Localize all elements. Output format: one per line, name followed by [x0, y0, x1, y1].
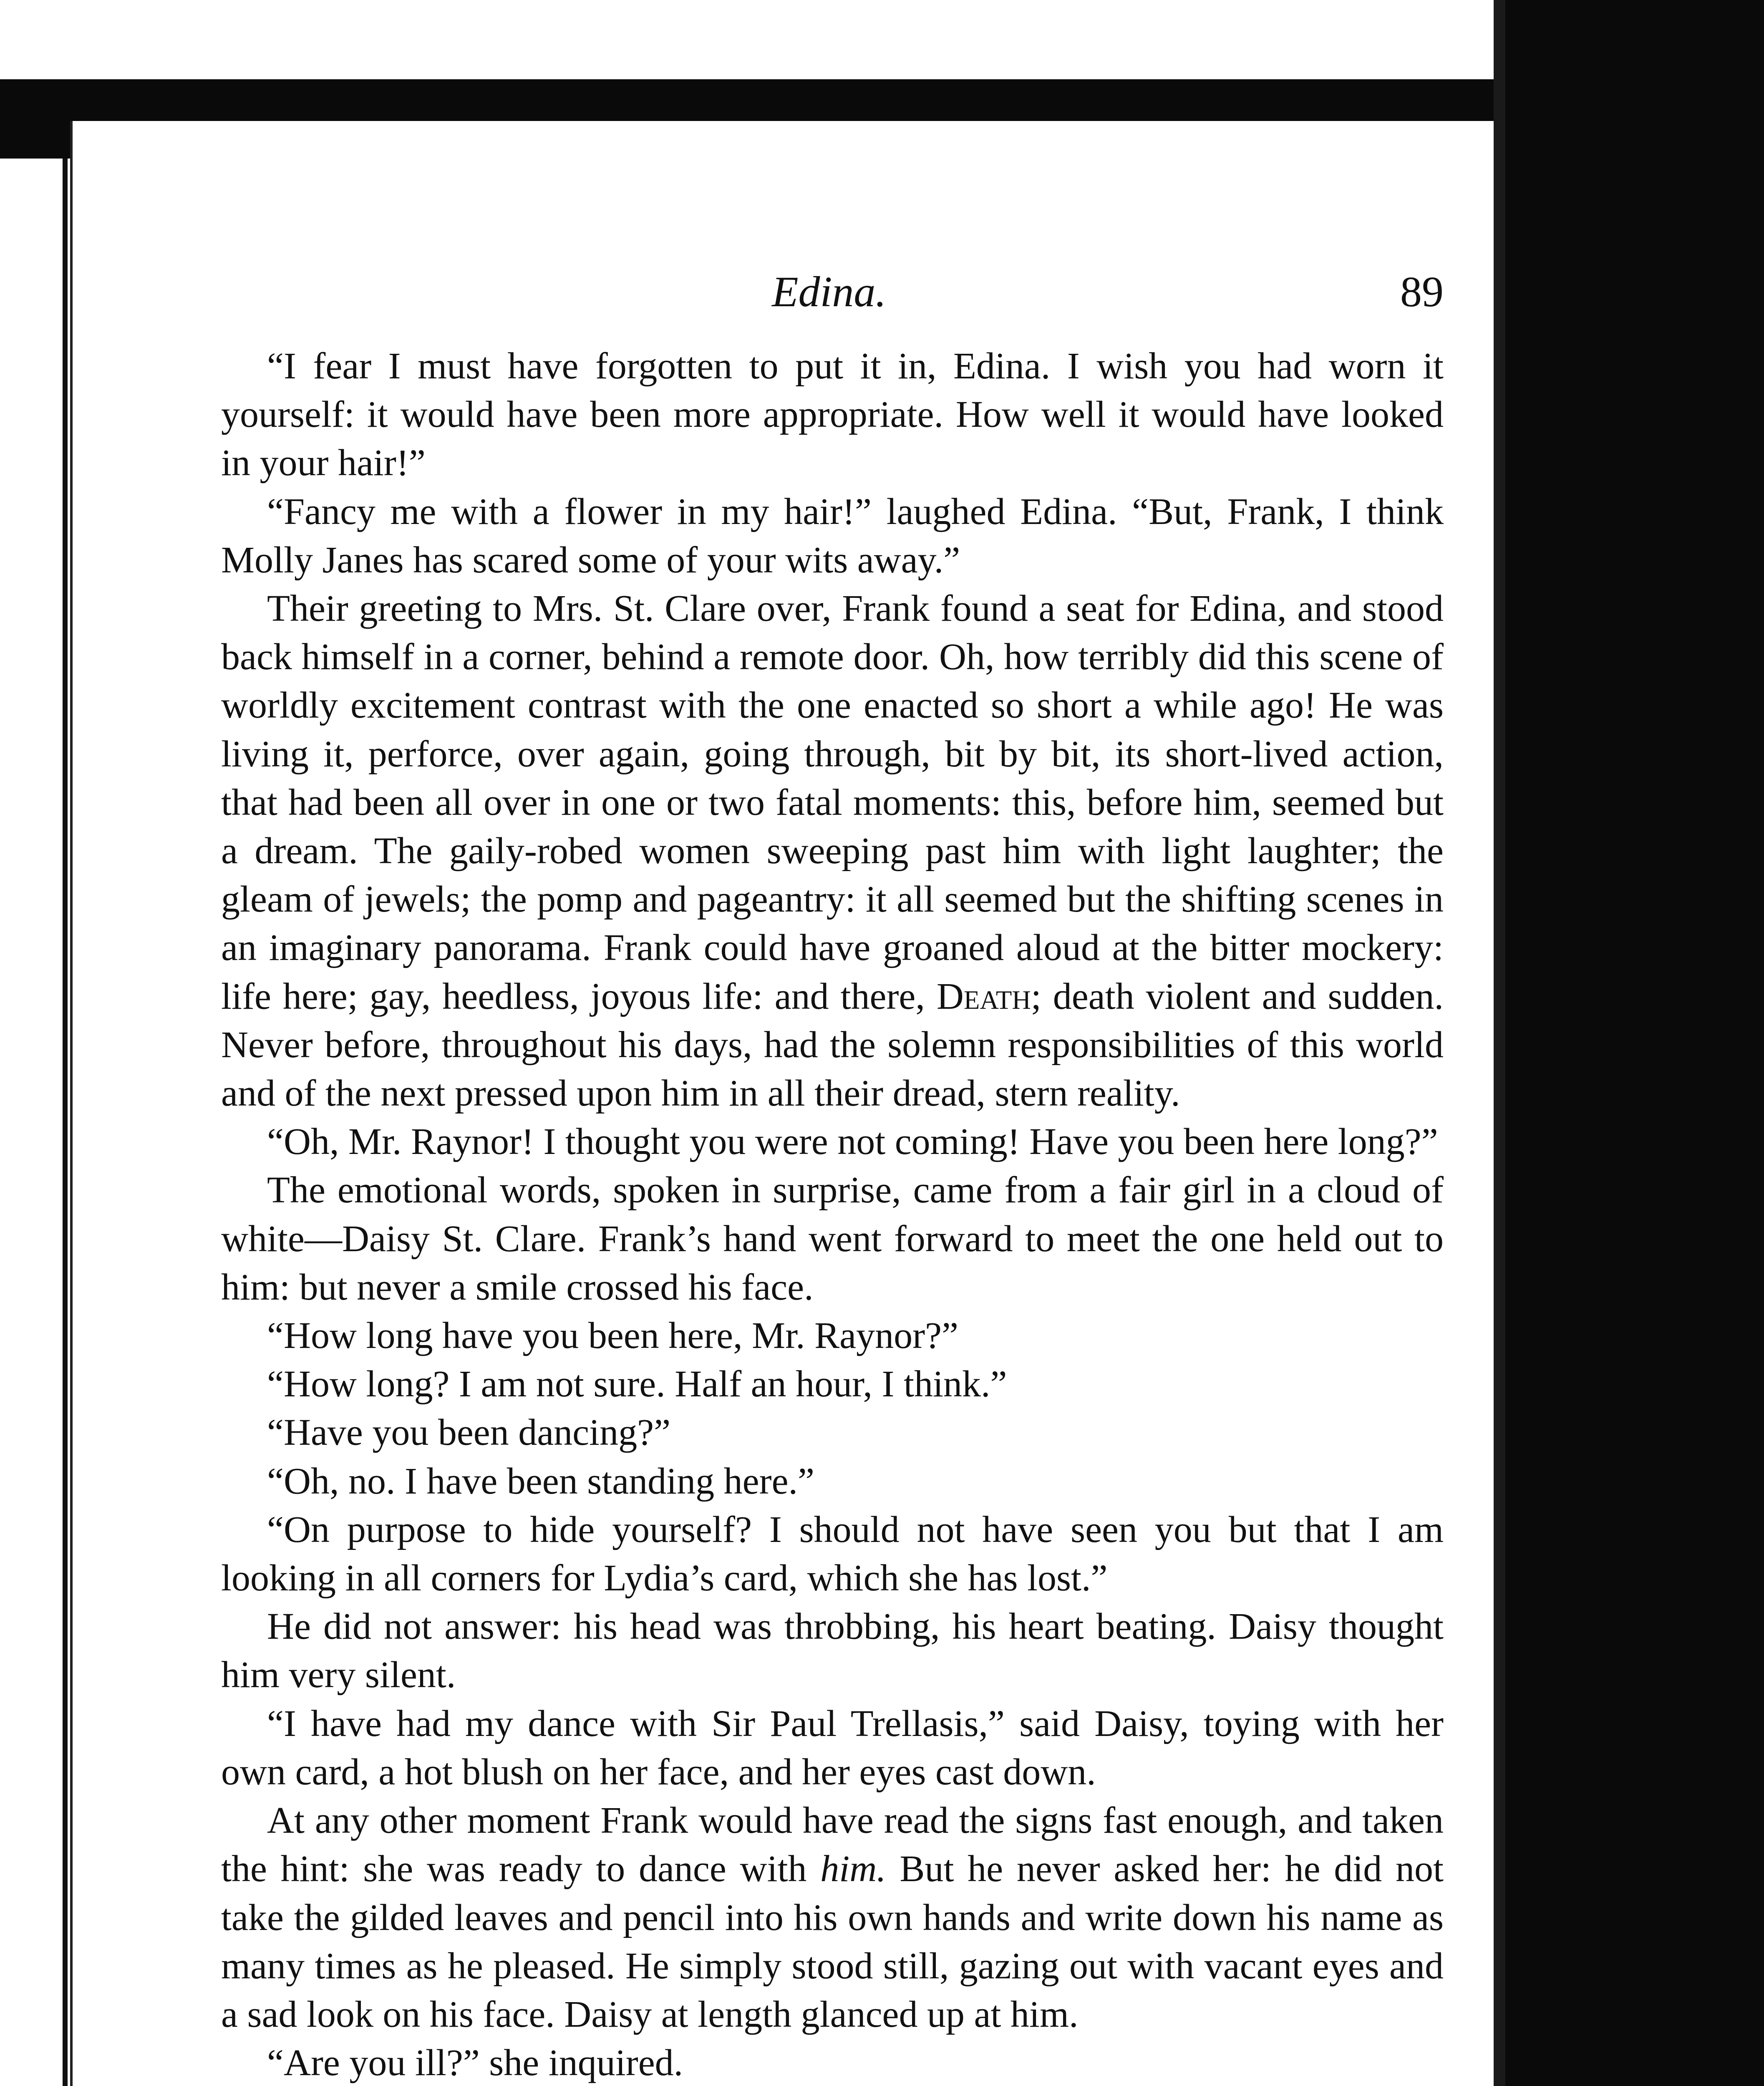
paragraph: “How long? I am not sure. Half an hour, I think.”: [267, 1363, 1007, 1405]
paragraph: [221, 1796, 1444, 2039]
paragraph: “Oh, Mr. Raynor! I thought you were not coming! Have you been here long?”: [267, 1121, 1438, 1163]
paragraph: “Have you been dancing?”: [267, 1412, 671, 1454]
facing-page-edge: [0, 159, 68, 2086]
scan-border-right: [1505, 0, 1764, 2086]
paragraph: “Are you ill?” she inquired.: [267, 2042, 683, 2084]
paragraph: “I fear I must have forgotten to put it in, Edina. I wish you had worn it yourself: it would have been more appropriate. How well it would have looked in your hair!”: [221, 345, 1444, 484]
body-text: [221, 342, 1444, 2086]
running-title: Edina.: [772, 268, 887, 316]
paragraph: “I have had my dance with Sir Paul Trellasis,” said Daisy, toying with her own card, a hot blush on her face, and her eyes cast down.: [221, 1703, 1444, 1793]
paragraph: [221, 584, 1444, 1118]
paragraph: “How long have you been here, Mr. Raynor?”: [267, 1315, 958, 1357]
paragraph: “Oh, no. I have been standing here.”: [267, 1460, 814, 1502]
italic-emphasis: him.: [820, 1848, 886, 1890]
page-number: 89: [1400, 268, 1444, 316]
paragraph-text: At any other moment Frank would have read the signs fast enough, and taken the hint: she was ready to dance with: [221, 1800, 1444, 1890]
paragraph: The emotional words, spoken in surprise, came from a fair girl in a cloud of white—Daisy St. Clare. Frank’s hand went forward to meet the one held out to him: but never a smile crossed his face.: [221, 1169, 1444, 1308]
small-caps-emphasis: Death: [936, 975, 1031, 1017]
paragraph: “Fancy me with a flower in my hair!” laughed Edina. “But, Frank, I think Molly Janes has scared some of your wits away.”: [221, 491, 1444, 581]
paragraph: “On purpose to hide yourself? I should not have seen you but that I am looking in all corners for Lydia’s card, which she has lost.”: [221, 1509, 1444, 1599]
paragraph-text: But he never asked her: he did not take the gilded leaves and pencil into his own hands and write down his name as many times as he pleased. He simply stood still, gazing out with vacant eyes and a sad look on his face. Daisy at length glanced up at him.: [221, 1848, 1444, 2035]
paragraph-text: Their greeting to Mrs. St. Clare over, Frank found a seat for Edina, and stood back himself in a corner, behind a remote door. Oh, how terribly did this scene of worldly excitement contrast with the one enacted so short a while ago! He was living it, perforce, over again, going through, bit by bit, its short-lived action, that had been all over in one or two fatal moments: this, before him, seemed but a dream. The gaily-robed women sweeping past him with light laughter; the gleam of jewels; the pomp and pageantry: it all seemed but the shifting scenes in an imaginary panorama. Frank could have groaned aloud at the bitter mockery: life here; gay, heedless, joyous life: and there,: [221, 588, 1444, 1017]
page-header: [225, 267, 1444, 342]
paragraph-text: ; death violent and sudden. Never before, throughout his days, had the solemn responsibilities of this world and of the next pressed upon him in all their dread, stern reality.: [221, 975, 1444, 1114]
paragraph: He did not answer: his head was throbbing, his heart beating. Daisy thought him very silent.: [221, 1606, 1444, 1696]
